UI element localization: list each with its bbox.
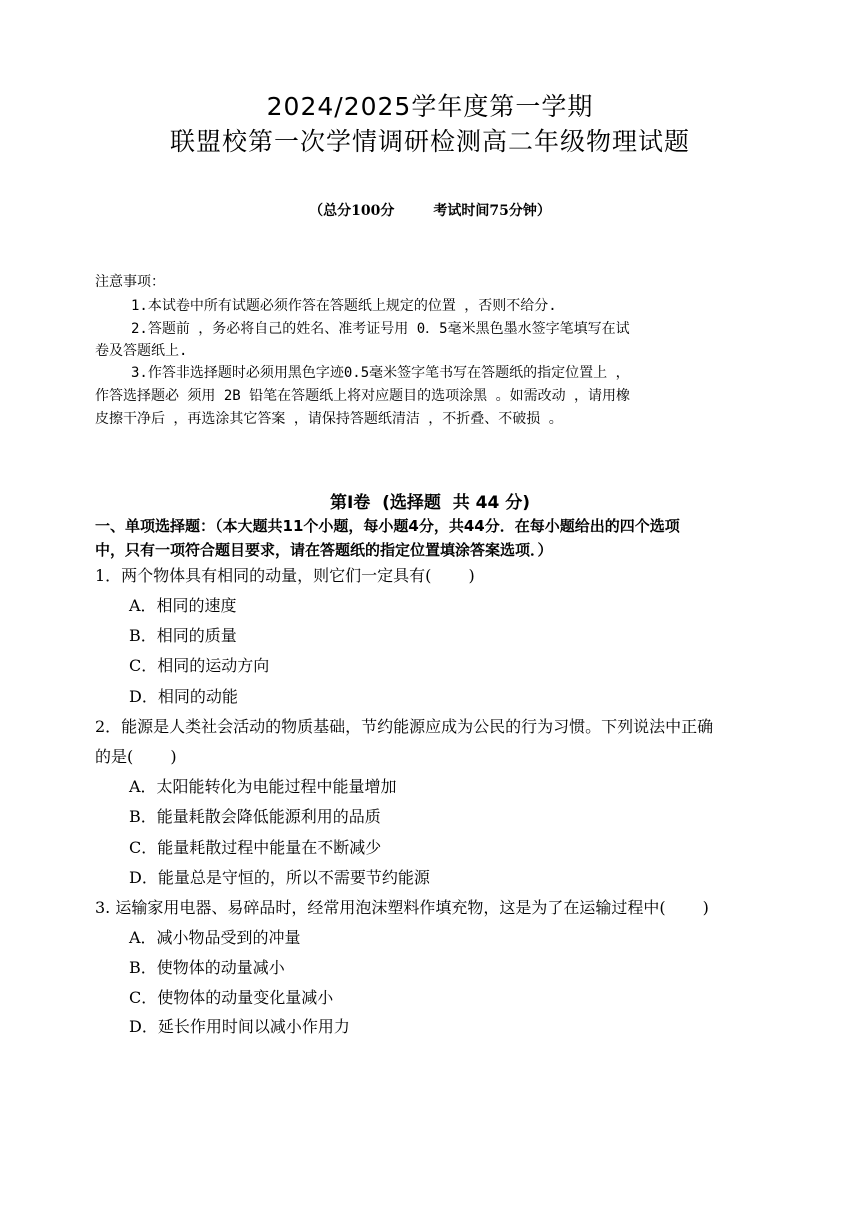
notice-item-3-line3: 皮擦干净后 ，再选涂其它答案 ，请保持答题纸清洁 ，不折叠、不破损 。 [95, 411, 563, 427]
question-3-option-b: B．使物体的动量减小 [129, 958, 285, 977]
notice-item-2-line1: 2.答题前 ，务必将自己的姓名、准考证号用 0．5毫米黑色墨水签字笔填写在试 [131, 321, 630, 337]
question-1-option-d: D．相同的动能 [129, 687, 238, 706]
question-1-stem: 1．两个物体具有相同的动量，则它们一定具有( ) [95, 566, 475, 585]
exam-title-line2: 联盟校第一次学情调研检测高二年级物理试题 [169, 127, 690, 156]
question-2-option-d: D．能量总是守恒的，所以不需要节约能源 [129, 868, 430, 887]
question-3-option-a: A．减小物品受到的冲量 [129, 928, 301, 947]
question-3-option-c: C．使物体的动量变化量减小 [129, 988, 334, 1007]
question-3-stem: 3. 运输家用电器、易碎品时，经常用泡沫塑料作填充物，这是为了在运输过程中( ) [95, 898, 709, 917]
section-title: 第Ⅰ卷 (选择题 共 44 分) [329, 493, 531, 513]
section-instruction-line1: 一、单项选择题：（本大题共11个小题，每小题4分，共44分．在每小题给出的四个选项 [95, 517, 680, 535]
question-2-option-a: A．太阳能转化为电能过程中能量增加 [129, 777, 397, 796]
question-1-option-c: C．相同的运动方向 [129, 656, 270, 675]
exam-title-line1: 2024/2025学年度第一学期 [266, 92, 594, 121]
question-1-option-b: B．相同的质量 [129, 626, 237, 645]
question-2-stem-line2: 的是( ) [95, 747, 177, 766]
score-time-info: （总分100分 考试时间75分钟） [309, 203, 551, 219]
notice-item-2-line2: 卷及答题纸上. [95, 343, 188, 359]
section-instruction-line2: 中，只有一项符合题目要求，请在答题纸的指定位置填涂答案选项．） [95, 541, 553, 559]
question-2-option-c: C．能量耗散过程中能量在不断减少 [129, 838, 382, 857]
notice-item-3-line2: 作答选择题必 须用 2B 铅笔在答题纸上将对应题目的选项涂黑 。如需改动 ，请用橡 [95, 388, 630, 404]
notice-item-1: 1.本试卷中所有试题必须作答在答题纸上规定的位置 ，否则不给分. [131, 298, 557, 314]
question-2-option-b: B．能量耗散会降低能源利用的品质 [129, 807, 381, 826]
question-1-option-a: A．相同的速度 [129, 596, 237, 615]
notice-item-3-line1: 3.作答非选择题时必须用黑色字迹0.5毫米签字笔书写在答题纸的指定位置上 ， [131, 365, 630, 381]
notice-title: 注意事项： [95, 274, 165, 290]
question-2-stem-line1: 2．能源是人类社会活动的物质基础，节约能源应成为公民的行为习惯。下列说法中正确 [95, 717, 714, 736]
question-3-option-d: D．延长作用时间以减小作用力 [129, 1017, 350, 1036]
